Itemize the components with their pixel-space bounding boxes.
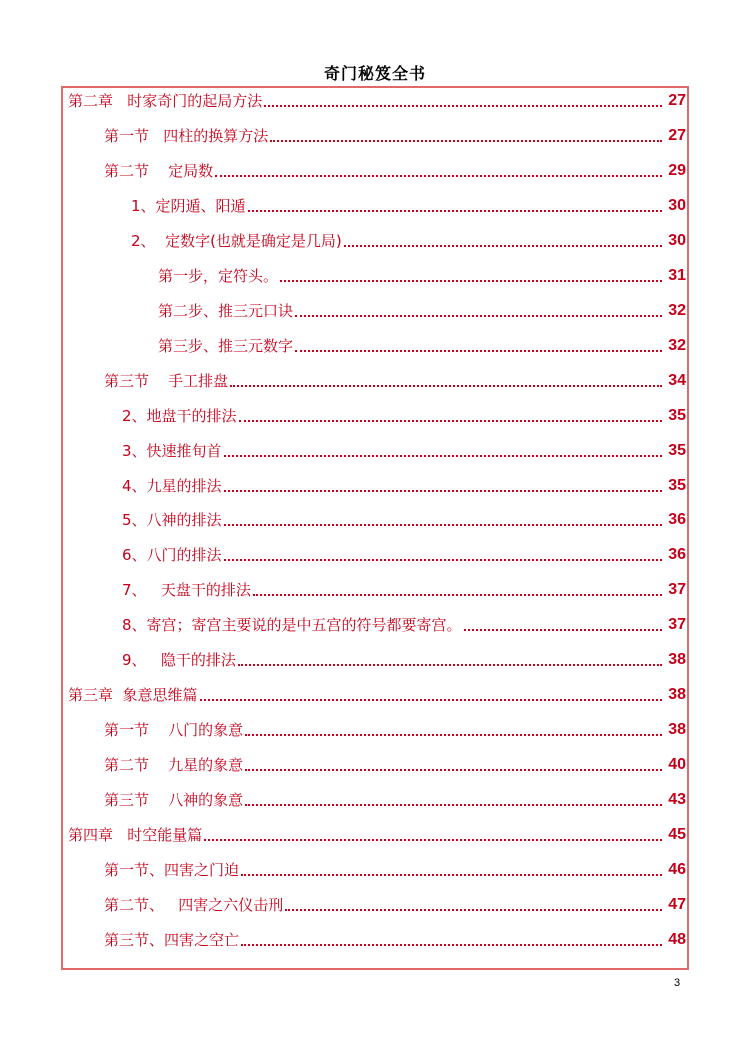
- toc-entry-label: 6、八门的排法: [122, 546, 222, 564]
- toc-entry-page: 45: [668, 826, 686, 843]
- toc-entry-subsection[interactable]: [0, 576, 686, 600]
- toc-entry-label: 3、快速推旬首: [122, 442, 222, 460]
- toc-entry-section[interactable]: [0, 122, 686, 146]
- toc-entry-page: 46: [668, 861, 686, 878]
- toc-leader-dots: [270, 140, 662, 142]
- toc-leader-dots: [245, 734, 662, 736]
- toc-entry-label: 第二步、推三元口诀: [158, 302, 294, 320]
- toc-entry-label: 5、八神的排法: [122, 511, 222, 529]
- toc-entry-step[interactable]: [0, 332, 686, 356]
- toc-leader-dots: [285, 909, 662, 911]
- toc-entry-label: 2、 定数字(也就是确定是几局): [131, 232, 342, 250]
- toc-entry-label: 2、地盘干的排法: [122, 407, 237, 425]
- toc-entry-label: 8、寄宫；寄宫主要说的是中五宫的符号都要寄宫。: [122, 616, 462, 634]
- toc-entry-page: 34: [668, 372, 686, 389]
- toc-entry-subsection[interactable]: [0, 646, 686, 670]
- toc-entry-label: 第四章 时空能量篇: [68, 826, 203, 844]
- toc-leader-dots: [200, 699, 662, 701]
- toc-entry-page: 36: [668, 511, 686, 528]
- toc-leader-dots: [344, 245, 662, 247]
- toc-entry-label: 第三节 手工排盘: [104, 372, 229, 390]
- toc-leader-dots: [245, 769, 662, 771]
- toc-entry-page: 32: [668, 337, 686, 354]
- toc-entry-page: 35: [668, 407, 686, 424]
- toc-leader-dots: [239, 420, 662, 422]
- toc-leader-dots: [215, 175, 662, 177]
- toc-entry-label: 第一节、四害之门迫: [104, 861, 240, 879]
- toc-entry-page: 27: [668, 127, 686, 144]
- toc-leader-dots: [224, 559, 662, 561]
- toc-entry-subsection[interactable]: [0, 437, 686, 461]
- toc-entry-label: 第二节 九星的象意: [104, 756, 244, 774]
- toc-leader-dots: [224, 524, 662, 526]
- toc-entry-page: 47: [668, 896, 686, 913]
- toc-entry-section[interactable]: [0, 716, 686, 740]
- toc-entry-page: 38: [668, 686, 686, 703]
- toc-leader-dots: [248, 210, 662, 212]
- page-number: 3: [674, 977, 681, 989]
- toc-entry-page: 40: [668, 756, 686, 773]
- toc-leader-dots: [245, 804, 662, 806]
- toc-entry-page: 43: [668, 791, 686, 808]
- toc-entry-page: 36: [668, 546, 686, 563]
- toc-entry-subsection[interactable]: [0, 192, 686, 216]
- toc-entry-subsection[interactable]: [0, 506, 686, 530]
- toc-entry-label: 第三步、推三元数字: [158, 337, 294, 355]
- toc-entry-page: 30: [668, 232, 686, 249]
- toc-entry-page: 38: [668, 721, 686, 738]
- toc-entry-label: 第三节、四害之空亡: [104, 931, 240, 949]
- toc-entry-section[interactable]: [0, 891, 686, 915]
- toc-entry-label: 第三节 八神的象意: [104, 791, 244, 809]
- toc-entry-subsection[interactable]: [0, 402, 686, 426]
- toc-entry-chapter-2[interactable]: [0, 87, 686, 111]
- toc-leader-dots: [238, 664, 662, 666]
- toc-entry-page: 37: [668, 616, 686, 633]
- toc-entry-label: 第一步，定符头。: [158, 267, 279, 285]
- toc-leader-dots: [280, 280, 662, 282]
- toc-leader-dots: [464, 629, 662, 631]
- toc-entry-section[interactable]: [0, 157, 686, 181]
- toc-entry-label: 第三章 象意思维篇: [68, 686, 198, 704]
- toc-entry-section[interactable]: [0, 856, 686, 880]
- toc-entry-page: 32: [668, 302, 686, 319]
- toc-entry-page: 35: [668, 442, 686, 459]
- toc-entry-section[interactable]: [0, 786, 686, 810]
- page-title: 奇门秘笈全书: [323, 64, 426, 83]
- toc-entry-page: 27: [668, 92, 686, 109]
- toc-entry-page: 30: [668, 197, 686, 214]
- toc-entry-label: 第一节 八门的象意: [104, 721, 244, 739]
- toc-leader-dots: [295, 315, 662, 317]
- toc-entry-subsection[interactable]: [0, 227, 686, 251]
- toc-leader-dots: [224, 455, 662, 457]
- toc-entry-section[interactable]: [0, 751, 686, 775]
- toc-entry-page: 38: [668, 651, 686, 668]
- toc-leader-dots: [224, 490, 662, 492]
- toc-leader-dots: [204, 839, 662, 841]
- toc-leader-dots: [253, 594, 662, 596]
- toc-entry-label: 7、 天盘干的排法: [122, 581, 251, 599]
- toc-entry-page: 48: [668, 931, 686, 948]
- toc-entry-label: 第一节 四柱的换算方法: [104, 127, 269, 145]
- toc-entry-page: 31: [668, 267, 686, 284]
- toc-entry-chapter-4[interactable]: [0, 821, 686, 845]
- toc-entry-page: 29: [668, 162, 686, 179]
- toc-entry-label: 4、九星的排法: [122, 477, 222, 495]
- toc-entry-label: 第二节、 四害之六仪击刑: [104, 896, 284, 914]
- toc-entry-subsection[interactable]: [0, 611, 686, 635]
- toc-entry-label: 第二节 定局数: [104, 162, 214, 180]
- toc-entry-subsection[interactable]: [0, 472, 686, 496]
- toc-entry-section[interactable]: [0, 367, 686, 391]
- toc-entry-page: 35: [668, 477, 686, 494]
- toc-entry-chapter-3[interactable]: [0, 681, 686, 705]
- toc-entry-label: 第二章 时家奇门的起局方法: [68, 92, 263, 110]
- toc-leader-dots: [241, 874, 662, 876]
- toc-entry-step[interactable]: [0, 297, 686, 321]
- toc-entry-label: 1、定阴遁、阳遁: [131, 197, 246, 215]
- toc-leader-dots: [295, 350, 662, 352]
- toc-entry-subsection[interactable]: [0, 541, 686, 565]
- toc-leader-dots: [241, 944, 662, 946]
- toc-leader-dots: [264, 105, 662, 107]
- toc-entry-label: 9、 隐干的排法: [122, 651, 236, 669]
- toc-entry-section[interactable]: [0, 926, 686, 950]
- toc-entry-page: 37: [668, 581, 686, 598]
- toc-entry-step[interactable]: [0, 262, 686, 286]
- toc-leader-dots: [230, 385, 662, 387]
